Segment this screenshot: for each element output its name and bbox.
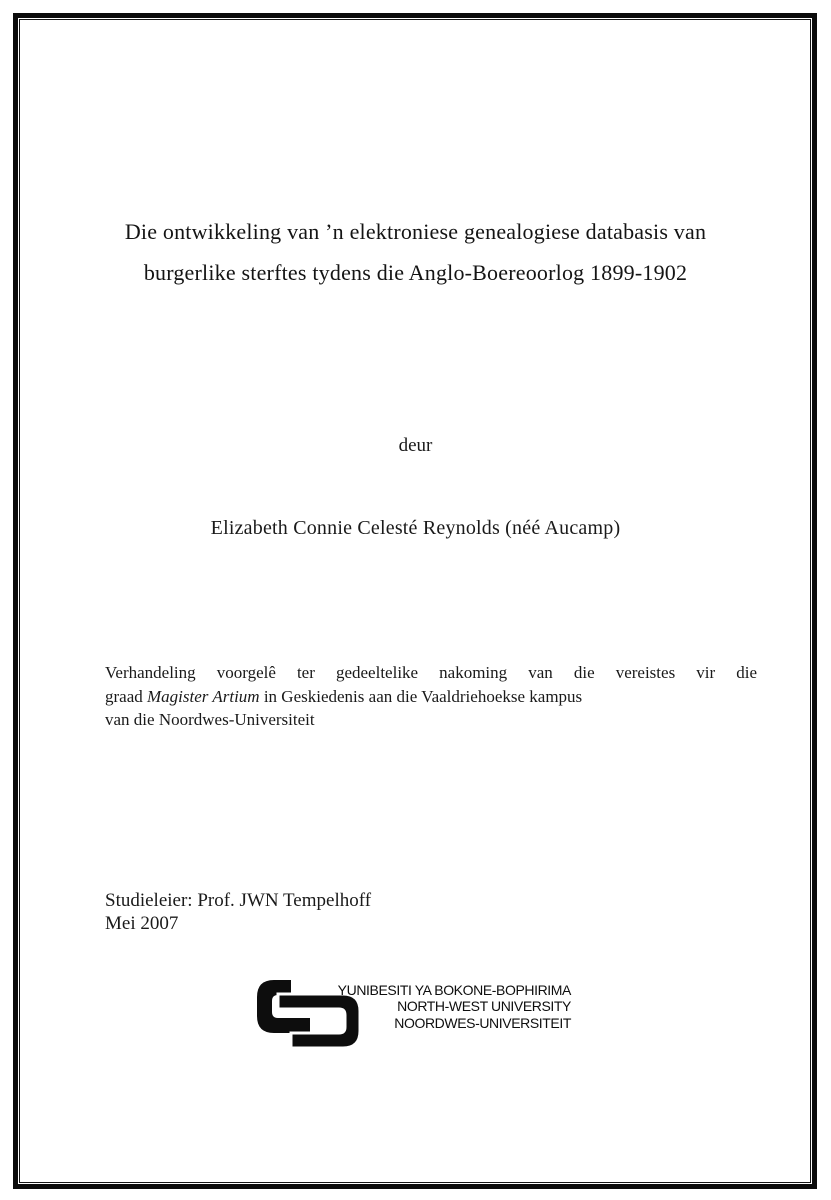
degree-name-italic: Magister Artium	[147, 686, 260, 706]
supervisor-block	[105, 889, 371, 935]
university-logo	[257, 976, 577, 1056]
author-name: Elizabeth Connie Celesté Reynolds (néé Aucamp)	[210, 517, 621, 539]
degree-statement	[105, 661, 757, 732]
thesis-title	[55, 211, 776, 293]
degree-statement-line2	[105, 685, 757, 709]
degree-statement-line2-suffix: in Geskiedenis aan die Vaaldriehoekse kampus	[259, 686, 583, 706]
thesis-title-line1: Die ontwikkeling van ’n elektroniese genealogiese databasis van	[124, 219, 707, 244]
university-logo-text	[318, 982, 571, 1031]
date-line: Mei 2007	[105, 913, 179, 934]
logo-text-setswana: YUNIBESITI YA BOKONE-BOPHIRIMA	[337, 982, 571, 998]
supervisor-line: Studieleier: Prof. JWN Tempelhoff	[105, 890, 372, 911]
byline-deur: deur	[398, 435, 433, 456]
degree-statement-line3: van die Noordwes-Universiteit	[105, 710, 315, 729]
logo-text-english: NORTH-WEST UNIVERSITY	[397, 998, 571, 1015]
logo-text-afrikaans: NOORDWES-UNIVERSITEIT	[394, 1014, 571, 1031]
degree-statement-line2-prefix: graad	[105, 686, 148, 706]
thesis-title-line2: burgerlike sterftes tydens die Anglo-Boereoorlog 1899-1902	[143, 260, 688, 285]
degree-statement-line1: Verhandeling voorgelê ter gedeeltelike nakoming van die vereistes vir die	[105, 663, 757, 682]
